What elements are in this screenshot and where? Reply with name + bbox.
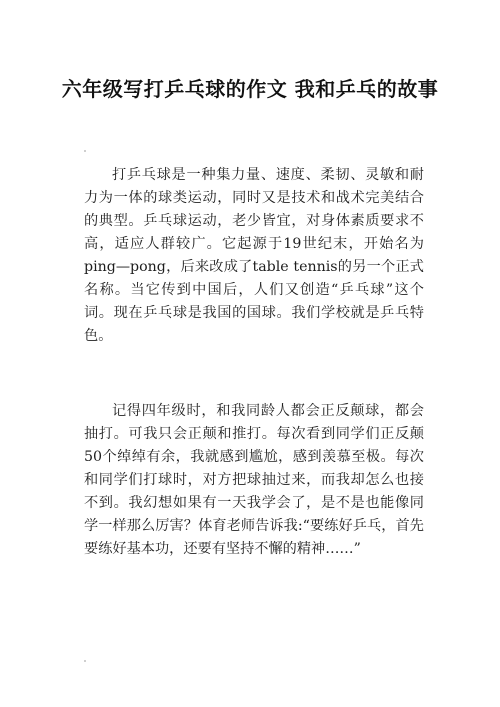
- paragraph-memory: 记得四年级时，和我同龄人都会正反颠球，都会抽打。可我只会正颠和推打。每次看到同学们正反颠50个绰绰有余，我就感到尴尬，感到羡慕至极。每次和同学们打球时，对方把球抽过来，而我却怎么也接不到。我幻想如果有一天我学会了，是不是也能像同学一样那么厉害？体育老师告诉我:“要练好乒乓，首先要练好基本功，还要有坚持不懈的精神……”: [84, 403, 424, 557]
- page-corner-mark-bottom: [84, 660, 86, 662]
- page-corner-mark-top: [84, 150, 86, 152]
- paragraph-intro: 打乒乓球是一种集力量、速度、柔韧、灵敏和耐力为一体的球类运动，同时又是技术和战术完美结合的典型。乒乓球运动，老少皆宜，对身体素质要求不高，适应人群较广。它起源于19世纪末，开始名为ping—pong，后来改成了table tennis的另一个正式名称。当它传到中国后，人们又创造“乒乓球”这个词。现在乒乓球是我国的国球。我们学校就是乒乓特色。: [84, 167, 424, 344]
- document-title: 六年级写打乒乓球的作文 我和乒乓的故事: [61, 77, 439, 102]
